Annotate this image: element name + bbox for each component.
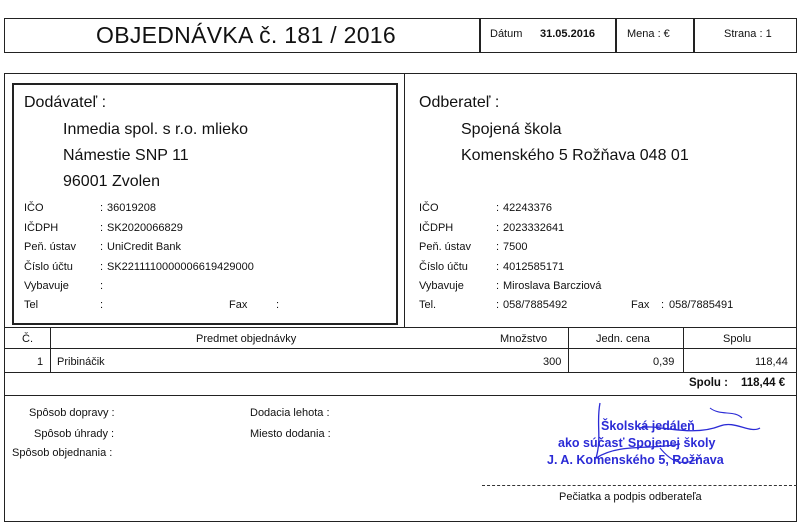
buyer-value-contact: Miroslava Barcziová: [503, 280, 602, 292]
field-colon: :: [100, 261, 104, 273]
stamp-line: J. A. Komenského 5, Rožňava: [547, 453, 724, 467]
table-bottom-rule: [4, 372, 797, 373]
col-header-item: Predmet objednávky: [196, 333, 297, 345]
table-header-rule: [4, 348, 797, 349]
field-colon: :: [100, 202, 104, 214]
header-divider: [615, 18, 617, 53]
col-header-unit-price: Jedn. cena: [596, 333, 650, 345]
supplier-value-bank: UniCredit Bank: [107, 241, 181, 253]
document-title: OBJEDNÁVKA č. 181 / 2016: [96, 22, 396, 48]
col-header-total: Spolu: [723, 333, 752, 345]
field-colon: :: [496, 202, 500, 214]
supplier-value-ico: 36019208: [107, 202, 156, 214]
col-header-num: Č.: [22, 333, 33, 345]
order-method-label: Spôsob objednania :: [12, 447, 113, 459]
buyer-value-ico: 42243376: [503, 202, 552, 214]
buyer-value-icdph: 2023332641: [503, 222, 565, 234]
col-separator: [683, 328, 684, 372]
field-colon: :: [496, 261, 500, 273]
delivery-place-label: Miesto dodania :: [250, 428, 331, 440]
row-item: Pribináčik: [57, 356, 105, 368]
date-label: Dátum: [490, 28, 523, 40]
supplier-label-bank: Peň. ústav: [24, 241, 76, 253]
supplier-city: 96001 Zvolen: [63, 173, 160, 190]
payment-label: Spôsob úhrady :: [34, 428, 115, 440]
field-colon: :: [100, 241, 104, 253]
supplier-label-tel: Tel: [24, 299, 39, 311]
buyer-value-account: 4012585171: [503, 261, 565, 273]
supplier-value-icdph: SK2020066829: [107, 222, 183, 234]
header-divider: [479, 18, 481, 53]
buyer-heading: Odberateľ :: [419, 94, 500, 111]
buyer-label-tel: Tel.: [419, 299, 437, 311]
sum-value: 118,44 €: [741, 377, 786, 389]
buyer-label-icdph: IČDPH: [419, 222, 454, 234]
buyer-fax-label: Fax: [631, 299, 650, 311]
buyer-label-contact: Vybavuje: [419, 280, 464, 292]
buyer-value-tel: 058/7885492: [503, 299, 568, 311]
supplier-value-account: SK2211110000006619429000: [107, 261, 254, 273]
row-num: 1: [37, 356, 44, 368]
buyer-address: Komenského 5 Rožňava 048 01: [461, 147, 689, 164]
field-colon: :: [276, 299, 280, 311]
header-divider: [693, 18, 695, 53]
supplier-box: [12, 83, 398, 325]
party-divider: [404, 73, 405, 327]
col-separator: [568, 328, 569, 372]
supplier-label-ico: IČO: [24, 202, 44, 214]
signature-scribble: [560, 398, 780, 488]
field-colon: :: [496, 241, 500, 253]
buyer-label-bank: Peň. ústav: [419, 241, 471, 253]
supplier-heading: Dodávateľ :: [24, 94, 107, 111]
buyer-fax-value: 058/7885491: [669, 299, 734, 311]
table-top-rule: [4, 327, 797, 328]
col-separator: [50, 328, 51, 372]
supplier-name: Inmedia spol. s r.o. mlieko: [63, 121, 248, 138]
sum-label: Spolu :: [689, 377, 728, 389]
field-colon: :: [661, 299, 665, 311]
signature-line: [482, 485, 797, 487]
supplier-fax-label: Fax: [229, 299, 248, 311]
sum-rule: [4, 395, 797, 396]
field-colon: :: [100, 280, 104, 292]
row-qty: 300: [543, 356, 562, 368]
buyer-name: Spojená škola: [461, 121, 562, 138]
field-colon: :: [496, 222, 500, 234]
stamp-line: Školská jedáleň: [601, 419, 695, 433]
row-total: 118,44: [755, 356, 788, 368]
currency-label: Mena : €: [627, 28, 670, 40]
signature-label: Pečiatka a podpis odberateľa: [559, 491, 702, 503]
delivery-time-label: Dodacia lehota :: [250, 407, 330, 419]
buyer-label-account: Číslo účtu: [419, 261, 468, 273]
supplier-label-account: Číslo účtu: [24, 261, 73, 273]
stamp-line: ako súčasť Spojenej školy: [558, 436, 716, 450]
row-unit-price: 0,39: [653, 356, 675, 368]
transport-label: Spôsob dopravy :: [29, 407, 115, 419]
buyer-label-ico: IČO: [419, 202, 439, 214]
supplier-label-contact: Vybavuje: [24, 280, 69, 292]
supplier-street: Námestie SNP 11: [63, 147, 189, 164]
field-colon: :: [100, 222, 104, 234]
field-colon: :: [496, 280, 500, 292]
buyer-value-bank: 7500: [503, 241, 528, 253]
col-header-qty: Množstvo: [500, 333, 548, 345]
supplier-label-icdph: IČDPH: [24, 222, 59, 234]
field-colon: :: [100, 299, 104, 311]
date-value: 31.05.2016: [540, 28, 596, 40]
page-number: Strana : 1: [724, 28, 772, 40]
field-colon: :: [496, 299, 500, 311]
